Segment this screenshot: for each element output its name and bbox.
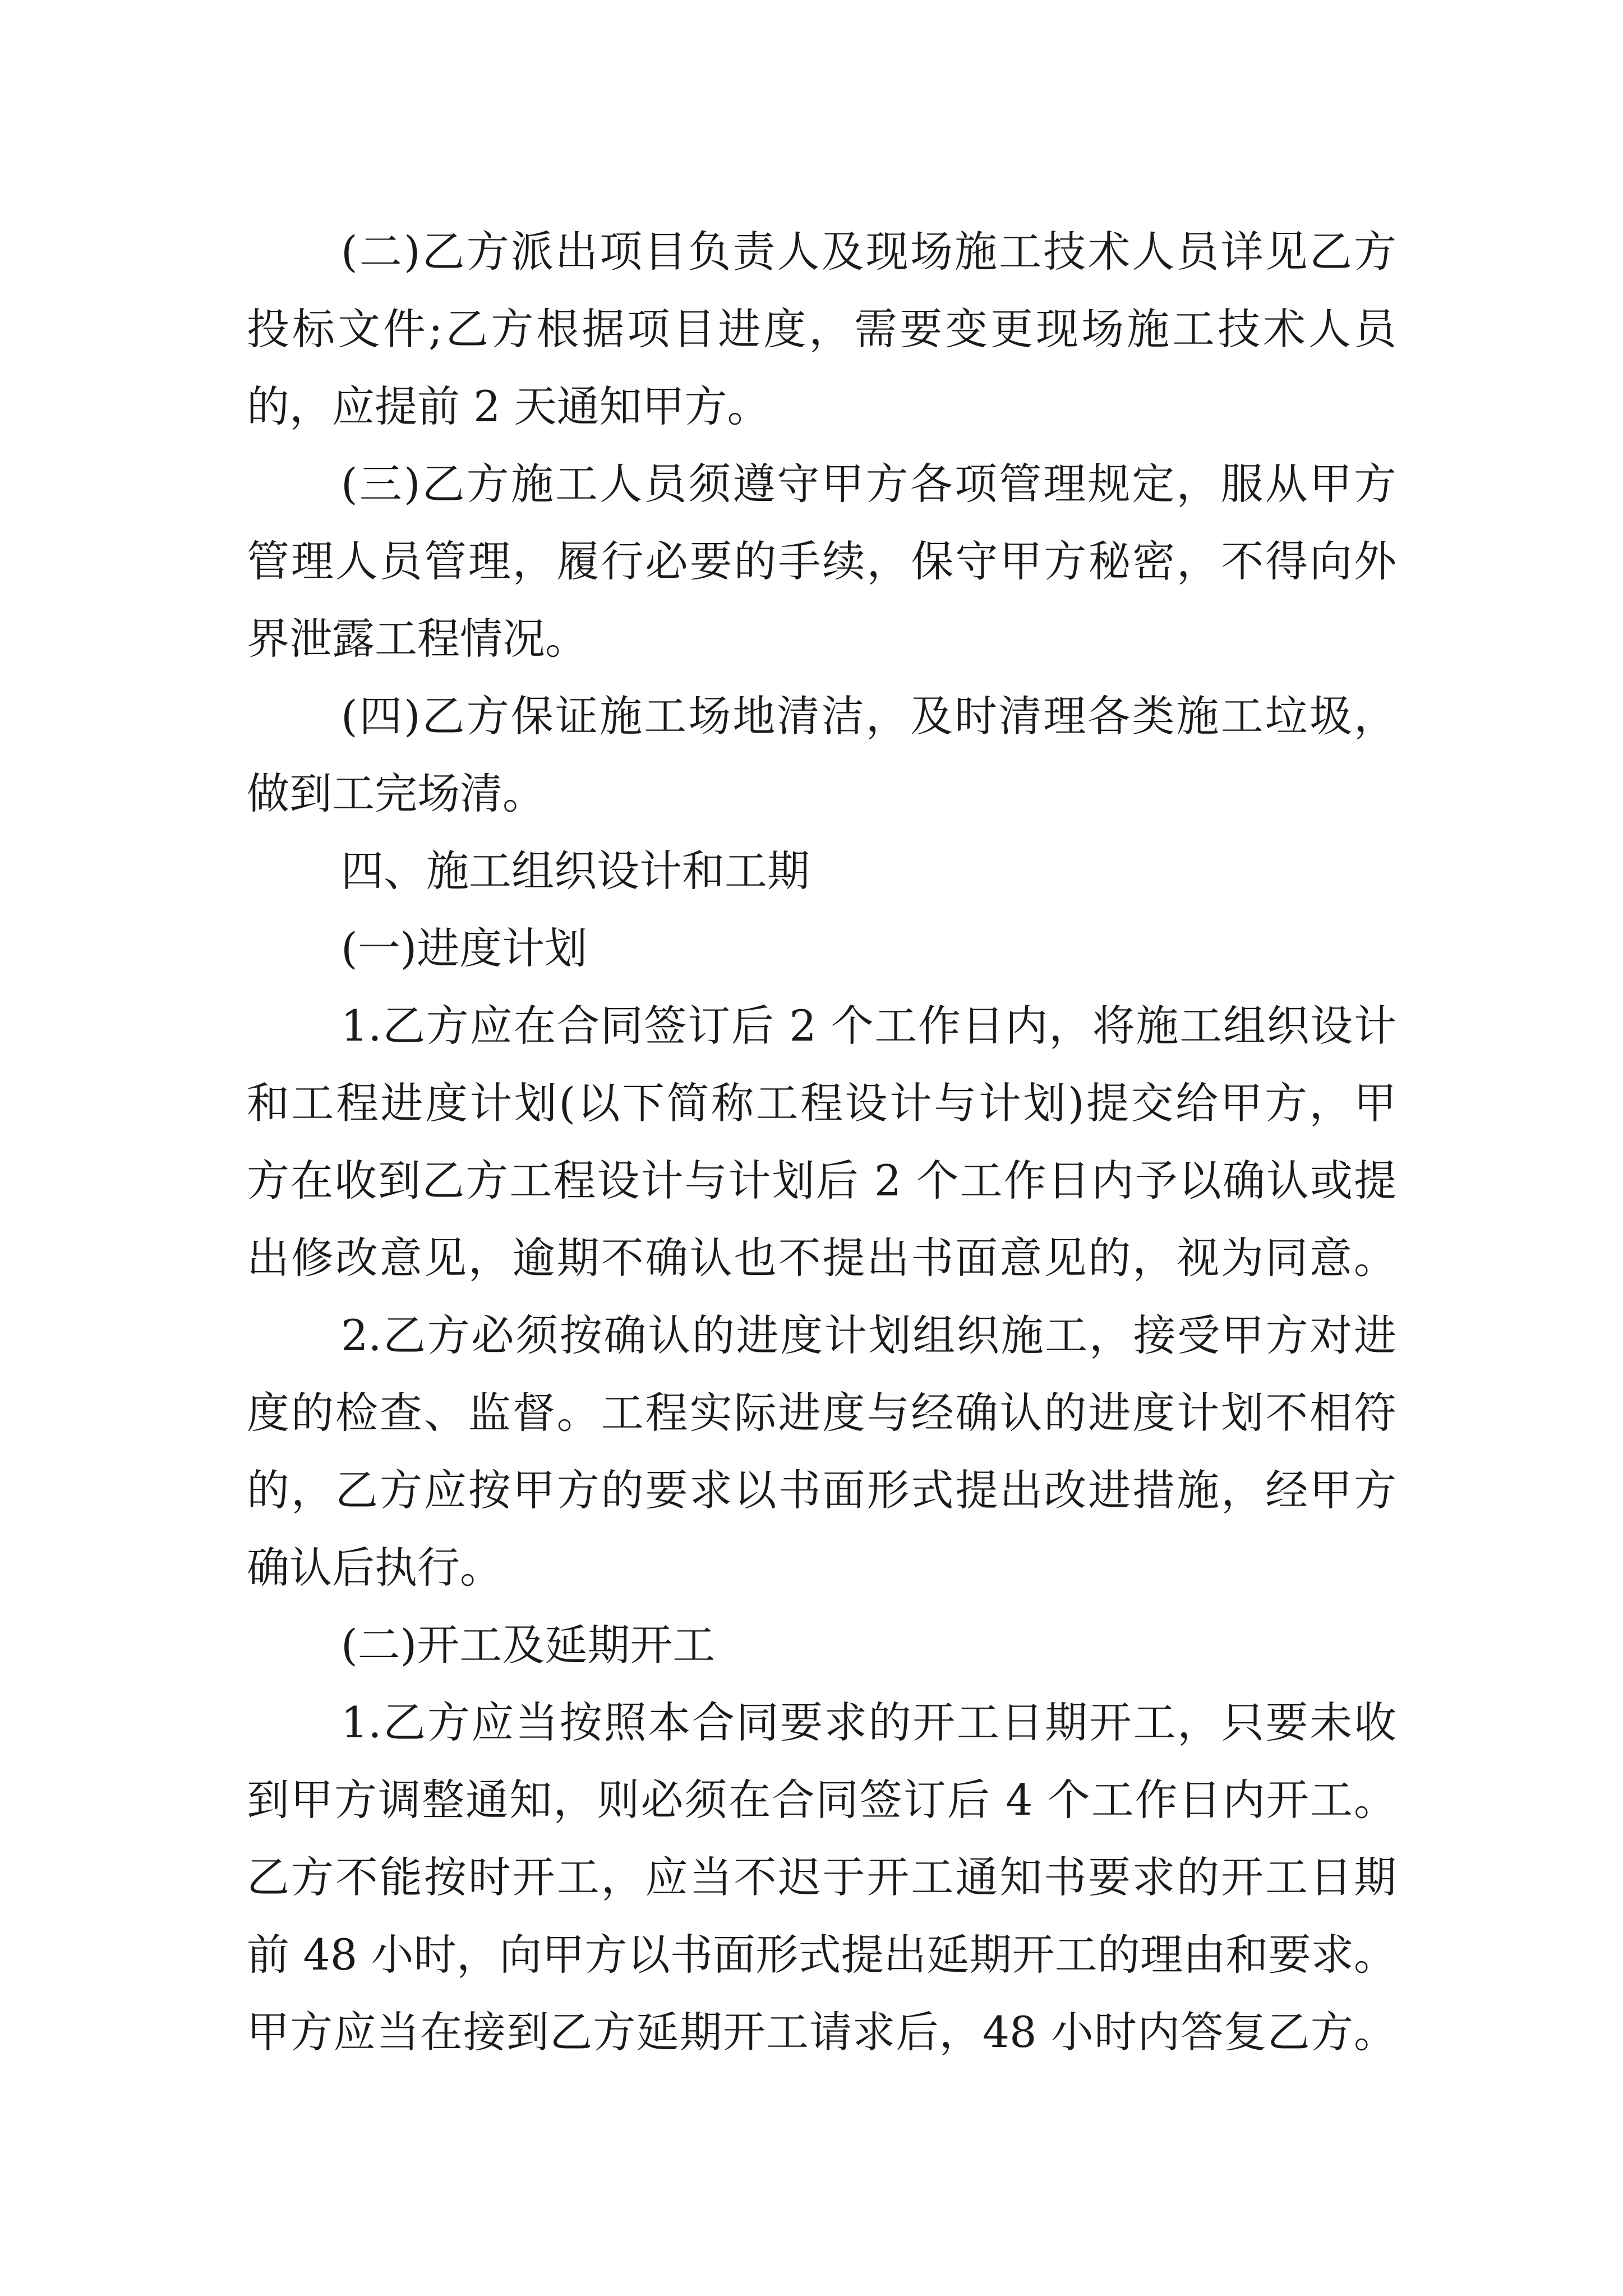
paragraph-cleanliness — [247, 678, 1396, 832]
text-line: 前 48 小时，向甲方以书面形式提出延期开工的理由和要求。 — [247, 1930, 1396, 1980]
paragraph-rules — [247, 445, 1396, 678]
section-heading — [247, 832, 1396, 910]
text-line: 和工程进度计划(以下简称工程设计与计划)提交给甲方，甲 — [247, 1078, 1396, 1128]
text-line: 方在收到乙方工程设计与计划后 2 个工作日内予以确认或提 — [247, 1156, 1396, 1205]
subsection-heading-schedule — [247, 910, 1396, 987]
document-body — [247, 213, 1396, 2071]
heading-text: (二)开工及延期开工 — [341, 1620, 716, 1670]
text-line: 的，乙方应按甲方的要求以书面形式提出改进措施，经甲方 — [247, 1465, 1396, 1515]
text-line: 乙方不能按时开工，应当不迟于开工通知书要求的开工日期 — [247, 1852, 1396, 1902]
text-line: 确认后执行。 — [247, 1543, 502, 1593]
text-line: 管理人员管理，履行必要的手续，保守甲方秘密，不得向外 — [247, 536, 1396, 586]
text-line: (二)乙方派出项目负责人及现场施工技术人员详见乙方 — [341, 227, 1396, 277]
paragraph-staff — [247, 213, 1396, 445]
text-line: 到甲方调整通知，则必须在合同签订后 4 个工作日内开工。 — [247, 1775, 1396, 1825]
text-line: 界泄露工程情况。 — [247, 614, 588, 664]
text-line: 的，应提前 2 天通知甲方。 — [247, 381, 770, 431]
text-line: 出修改意见，逾期不确认也不提出书面意见的，视为同意。 — [247, 1233, 1396, 1283]
text-line: 1.乙方应当按照本合同要求的开工日期开工，只要未收 — [341, 1697, 1396, 1747]
heading-text: (一)进度计划 — [341, 923, 588, 973]
paragraph-schedule-1 — [247, 987, 1396, 1297]
text-line: 做到工完场清。 — [247, 769, 545, 818]
text-line: 甲方应当在接到乙方延期开工请求后，48 小时内答复乙方。 — [247, 2007, 1396, 2057]
paragraph-schedule-2 — [247, 1297, 1396, 1607]
text-line: 2.乙方必须按确认的进度计划组织施工，接受甲方对进 — [341, 1310, 1396, 1360]
text-line: 1.乙方应在合同签订后 2 个工作日内，将施工组织设计 — [341, 1001, 1396, 1051]
text-line: 投标文件;乙方根据项目进度，需要变更现场施工技术人员 — [247, 304, 1396, 354]
text-line: (四)乙方保证施工场地清洁，及时清理各类施工垃圾， — [341, 691, 1396, 741]
text-line: (三)乙方施工人员须遵守甲方各项管理规定，服从甲方 — [341, 459, 1396, 509]
text-line: 度的检查、监督。工程实际进度与经确认的进度计划不相符 — [247, 1388, 1396, 1438]
heading-text: 四、施工组织设计和工期 — [341, 846, 810, 896]
paragraph-start-1 — [247, 1684, 1396, 2071]
subsection-heading-start — [247, 1607, 1396, 1684]
